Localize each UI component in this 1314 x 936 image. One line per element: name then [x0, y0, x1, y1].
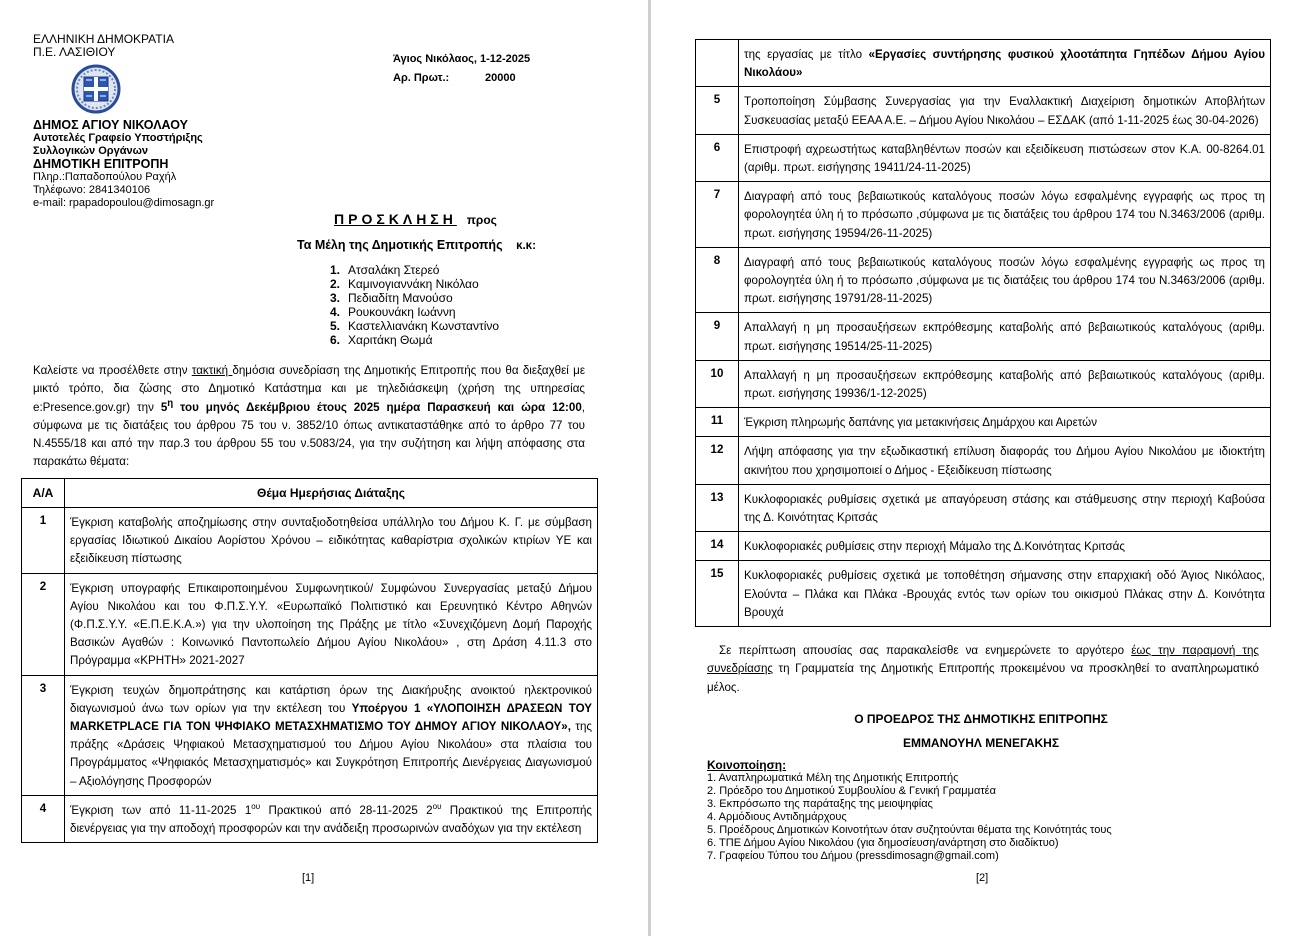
member-item — [330, 291, 499, 305]
item-number: 5 — [696, 87, 739, 134]
place-label: Άγιος Νικόλαος, — [393, 53, 477, 65]
ordinal-sup: ου — [251, 801, 261, 811]
invitation-title — [334, 211, 497, 227]
document-date: 1-12-2025 — [480, 53, 531, 65]
item-text: Τροποποίηση Σύμβασης Συνεργασίας για την Εναλλακτική Διαχείριση δημοτικών Αποβλήτων Συσκευασίας μεταξύ ΕΕΑΑ Α.Ε. – Δήμου Αγίου Νικολάου – ΕΣΔΑΚ (από 1-11-2025 έως 30-04-2026) — [739, 87, 1271, 134]
signature-name: ΕΜΜΑΝΟΥΗΛ ΜΕΝΕΓΑΚΗΣ — [902, 736, 1060, 750]
recipients-text: Τα Μέλη της Δημοτικής Επιτροπής — [297, 238, 503, 252]
item-text: Έγκριση καταβολής αποζημίωσης στην συνταξιοδοτηθείσα υπάλληλο του Δήμου Κ. Γ. με σύμβαση εργασίας Ιδιωτικού Δικαίου Αορίστου Χρόνου – ειδικότητας καθαρίστρια σχολικών κτιρίων ΥΕ και εξειδίκευση πίστωσης — [65, 508, 598, 574]
item-number: 3 — [22, 675, 65, 795]
item-text-part: Έγκριση των από 11-11-2025 1 — [70, 803, 252, 817]
member-number: 3. — [330, 291, 341, 305]
table-row — [696, 360, 1271, 407]
contact-person: Πληρ.:Παπαδοπούλου Ραχήλ — [33, 171, 177, 183]
item-text-part: Πρακτικού της Επιτροπής διενέργειας για την αποδοχή προσφορών και την ανάδειξη προσωρινών αναδόχων για την εκτέλεση — [70, 803, 592, 836]
item-text-part: Έγκριση τευχών δημοπράτησης και κατάρτιση όρων της Διακήρυξης ανοικτού ηλεκτρονικού διαγωνισμού άνω των ορίων για την εκτέλεση του — [70, 683, 592, 715]
note-deadline: έως την παραμονή της συνεδρίασης — [707, 644, 1259, 676]
page-number-2: [2] — [976, 872, 989, 884]
item-number: 13 — [696, 484, 739, 531]
table-row — [22, 675, 598, 795]
table-row — [22, 795, 598, 842]
member-name: Ρουκουνάκη Ιωάννη — [348, 305, 456, 319]
member-name: Καμινογιαννάκη Νικόλαο — [348, 277, 479, 291]
email[interactable]: e-mail: rpapadopoulou@dimosagn.gr — [33, 197, 215, 209]
agenda-table — [21, 478, 598, 843]
invitation-body — [33, 362, 585, 472]
agenda-table-continued — [695, 39, 1271, 627]
office-block — [33, 119, 214, 210]
page-1 — [0, 0, 648, 936]
letterhead — [33, 33, 174, 59]
members-list — [330, 263, 499, 347]
item-text: Επιστροφή αχρεωστήτως καταβληθέντων ποσών και εξειδίκευση πιστώσεων στον Κ.Α. 00-8264.01 (αριθμ. πρωτ. εισήγησης 19411/24-11-2025) — [739, 134, 1271, 181]
meeting-day: 5 — [160, 400, 168, 414]
col-topic-header: Θέμα Ημερήσιας Διάταξης — [65, 479, 598, 508]
item-text: Κυκλοφοριακές ρυθμίσεις στην περιοχή Μάμαλο της Δ.Κοινότητας Κριτσάς — [739, 532, 1271, 561]
item-text — [739, 40, 1271, 87]
table-row — [696, 532, 1271, 561]
item-text-bold: Υποέργου 1 «ΥΛΟΠΟΙΗΣΗ ΔΡΑΣΕΩΝ ΤΟΥ MARKETPLACE ΓΙΑ ΤΟΝ ΨΗΦΙΑΚΟ ΜΕΤΑΣΧΗΜΑΤΙΣΜΟ ΤΟΥ ΔΗΜΟΥ ΑΓΙΟΥ ΝΙΚΟΛΑΟΥ», — [70, 701, 592, 734]
cc-item: 3. Εκπρόσωπο της παράταξης της μειοψηφίας — [707, 798, 933, 810]
item-number: 10 — [696, 360, 739, 407]
item-number: 6 — [696, 134, 739, 181]
table-row — [22, 573, 598, 675]
item-number: 12 — [696, 437, 739, 484]
member-item — [330, 319, 499, 333]
member-name: Ατσαλάκη Στερεό — [348, 263, 440, 277]
item-text-part: της εργασίας με τίτλο — [744, 48, 869, 61]
cc-item: 4. Αρμόδιους Αντιδημάρχους — [707, 811, 847, 823]
meeting-datetime-rest: του μηνός Δεκέμβριου έτους 2025 ημέρα Παρασκευή και ώρα 12:00 — [173, 400, 582, 414]
member-item — [330, 263, 499, 277]
col-number-header: Α/Α — [22, 479, 65, 508]
note-text: Σε περίπτωση απουσίας σας παρακαλείσθε να ενημερώνετε το αργότερο — [719, 644, 1132, 657]
country-label: ΕΛΛΗΝΙΚΗ ΔΗΜΟΚΡΑΤΙΑ — [33, 32, 174, 46]
member-number: 6. — [330, 333, 341, 347]
cc-heading: Κοινοποίηση: — [707, 758, 787, 772]
item-number: 1 — [22, 508, 65, 574]
member-number: 5. — [330, 319, 341, 333]
date-block — [393, 50, 530, 88]
meeting-type: τακτική — [191, 364, 233, 377]
protocol-label: Αρ. Πρωτ.: — [393, 72, 450, 84]
signature-role: Ο ΠΡΟΕΔΡΟΣ ΤΗΣ ΔΗΜΟΤΙΚΗΣ ΕΠΙΤΡΟΠΗΣ — [854, 712, 1108, 726]
cc-item: 7. Γραφείου Τύπου του Δήμου (pressdimosagn@gmail.com) — [707, 850, 999, 862]
meeting-datetime — [160, 397, 582, 414]
table-row — [696, 40, 1271, 87]
table-row — [696, 484, 1271, 531]
municipality-name: ΔΗΜΟΣ ΑΓΙΟΥ ΝΙΚΟΛΑΟΥ — [33, 118, 188, 132]
phone: Τηλέφωνο: 2841340106 — [33, 184, 151, 196]
cc-item: 5. Προέδρους Δημοτικών Κοινοτήτων όταν συζητούνται θέματα της Κοινότητάς τους — [707, 824, 1112, 836]
item-number: 11 — [696, 408, 739, 437]
page-number-1: [1] — [302, 872, 315, 884]
item-text-bold: «Εργασίες συντήρησης φυσικού χλοοτάπητα Γηπέδων Δήμου Αγίου Νικολάου» — [744, 48, 1266, 80]
member-number: 1. — [330, 263, 341, 277]
recipients-heading — [297, 238, 536, 252]
protocol-number: 20000 — [485, 72, 516, 84]
title-suffix: προς — [466, 213, 497, 227]
body-text: Καλείστε να προσέλθετε στην — [33, 364, 192, 377]
absence-note — [707, 642, 1259, 697]
item-number: 9 — [696, 313, 739, 360]
member-number: 2. — [330, 277, 341, 291]
page-divider — [648, 0, 651, 936]
table-row — [696, 247, 1271, 313]
office-line-2: Συλλογικών Οργάνων — [33, 145, 149, 157]
ordinal-sup: η — [167, 397, 174, 409]
member-item — [330, 305, 499, 319]
item-text — [65, 795, 598, 842]
cc-item: 2. Πρόεδρο του Δημοτικού Συμβουλίου & Γενική Γραμματέα — [707, 785, 996, 797]
item-text-part: της πράξης «Δράσεις Ψηφιακού Μετασχηματισμού του Δήμου Αγίου Νικολάου» στα πλαίσια του Προγράμματος «Ψηφιακός Μετασχηματισμός» και Συγκρότηση Επιτροπής Διενέργειας Διαγωνισμού – Αξιολόγησης Προσφορών — [70, 720, 592, 788]
table-row — [696, 437, 1271, 484]
table-row — [22, 508, 598, 574]
table-row — [696, 313, 1271, 360]
item-text: Κυκλοφοριακές ρυθμίσεις σχετικά με απαγόρευση στάσης και στάθμευσης στην περιοχή Καβούσα της Δ. Κοινότητας Κριτσάς — [739, 484, 1271, 531]
item-number: 14 — [696, 532, 739, 561]
item-text: Διαγραφή από τους βεβαιωτικούς καταλόγους ποσών λόγω εσφαλμένης εγγραφής ως προς τη φορολογητέα ύλη ή το πρόσωπο ,σύμφωνα με τις διατάξεις του άρθρου 174 του Ν.3463/2006 (αριθμ. πρωτ. εισήγησης 19791/28-11-2025) — [739, 247, 1271, 313]
item-text — [65, 675, 598, 795]
committee-name: ΔΗΜΟΤΙΚΗ ΕΠΙΤΡΟΠΗ — [33, 157, 169, 171]
item-text: Απαλλαγή η μη προσαυξήσεων εκπρόθεσμης καταβολής από βεβαιωτικούς καταλόγους (αριθμ. πρωτ. εισήγησης 19936/1-12-2025) — [739, 360, 1271, 407]
cc-block — [707, 759, 1112, 863]
item-text: Κυκλοφοριακές ρυθμίσεις σχετικά με τοποθέτηση σήμανσης στην επαρχιακή οδό Άγιος Νικόλαος, Ελούντα – Πλάκα και Πλάκα -Βρουχάς εντός των ορίων του οικισμού Πλάκας στην Δ. Κοινότητα Βρουχά — [739, 561, 1271, 627]
table-row — [696, 87, 1271, 134]
table-row — [696, 561, 1271, 627]
item-number: 8 — [696, 247, 739, 313]
item-text: Απαλλαγή η μη προσαυξήσεων εκπρόθεσμης καταβολής από βεβαιωτικούς καταλόγους (αριθμ. πρωτ. εισήγησης 19514/25-11-2025) — [739, 313, 1271, 360]
item-number: 15 — [696, 561, 739, 627]
note-text: τη Γραμματεία της Δημοτικής Επιτροπής προκειμένου να προσκληθεί το αναπληρωματικό μέλος. — [707, 662, 1259, 694]
table-row — [696, 182, 1271, 248]
table-header-row — [22, 479, 598, 508]
item-text: Έγκριση πληρωμής δαπάνης για μετακινήσεις Δημάρχου και Αιρετών — [739, 408, 1271, 437]
body-text: , σύμφωνα με τις διατάξεις του άρθρου 75 του ν. 3852/10 όπως αντικαταστάθηκε από το άρθρο 77 του Ν.4555/18 και από την παρ.3 του άρθρου 55 του ν.5083/24, για την συζήτηση και λήψη απόφασης στα παρακάτω θέματα: — [33, 400, 585, 469]
member-item — [330, 333, 499, 347]
item-number: 7 — [696, 182, 739, 248]
item-text: Έγκριση υπογραφής Επικαιροποιημένου Συμφωνητικού/ Συμφώνου Συνεργασίας μεταξύ Δήμου Αγίου Νικολάου και του Φ.Π.Σ.Υ.Υ. «Ευρωπαϊκό Πολιτιστικό και Ερευνητικό Κέντρο Αθηνών (Φ.Π.Σ.Υ.Υ. «Ε.Π.Ε.Κ.Α.») για την υλοποίηση της Πράξης με τίτλο «Συνεχιζόμενη Δομή Παροχής Βασικών Αγαθών : Κοινωνικό Παντοπωλείο Δήμου Αγίου Νικολάου» , στη Δράση 4.11.3 στο Πρόγραμμα «ΚΡΗΤΗ» 2021-2027 — [65, 573, 598, 675]
item-number — [696, 40, 739, 87]
member-name: Πεδιαδίτη Μανούσο — [348, 291, 453, 305]
body-text: δημόσια συνεδρίαση της Δημοτικής Επιτροπής που θα διεξαχθεί με μικτό τρόπο, δια ζώσης στο Δημοτικό Κατάστημα και με τηλεδιάσκεψη (χρήση της υπηρεσίας e:Presence.gov.gr) την — [33, 364, 585, 414]
table-row — [696, 134, 1271, 181]
table-row — [696, 408, 1271, 437]
title-text: ΠΡΟΣΚΛΗΣΗ — [334, 211, 457, 227]
member-name: Καστελλιανάκη Κωνσταντίνο — [348, 319, 500, 333]
cc-item: 6. ΤΠΕ Δήμου Αγίου Νικολάου (για δημοσίευση/ανάρτηση στο διαδίκτυο) — [707, 837, 1059, 849]
item-text: Διαγραφή από τους βεβαιωτικούς καταλόγους ποσών λόγω εσφαλμένης εγγραφής ως προς τη φορολογητέα ύλη ή το πρόσωπο ,σύμφωνα με τις διατάξεις του άρθρου 174 του Ν.3463/2006 (αριθμ. πρωτ. εισήγησης 19594/26-11-2025) — [739, 182, 1271, 248]
member-number: 4. — [330, 305, 341, 319]
member-name: Χαριτάκη Θωμά — [348, 333, 433, 347]
item-text-part: Πρακτικού από 28-11-2025 2 — [260, 803, 433, 817]
item-number: 4 — [22, 795, 65, 842]
member-item — [330, 277, 499, 291]
office-line-1: Αυτοτελές Γραφείο Υποστήριξης — [33, 132, 203, 144]
ordinal-sup: ου — [432, 801, 442, 811]
cc-item: 1. Αναπληρωματικά Μέλη της Δημοτικής Επιτροπής — [707, 772, 959, 784]
item-number: 2 — [22, 573, 65, 675]
recipients-suffix: κ.κ: — [516, 240, 536, 252]
item-text: Λήψη απόφασης για την εξωδικαστική επίλυση διαφοράς του Δήμου Αγίου Νικολάου με ιδιοκτήτη ακινήτου που χρησιμοποιεί ο Δήμος - Εξειδίκευση πίστωσης — [739, 437, 1271, 484]
region-label: Π.Ε. ΛΑΣΙΘΙΟΥ — [33, 45, 116, 59]
greek-coat-of-arms-icon — [71, 64, 121, 114]
